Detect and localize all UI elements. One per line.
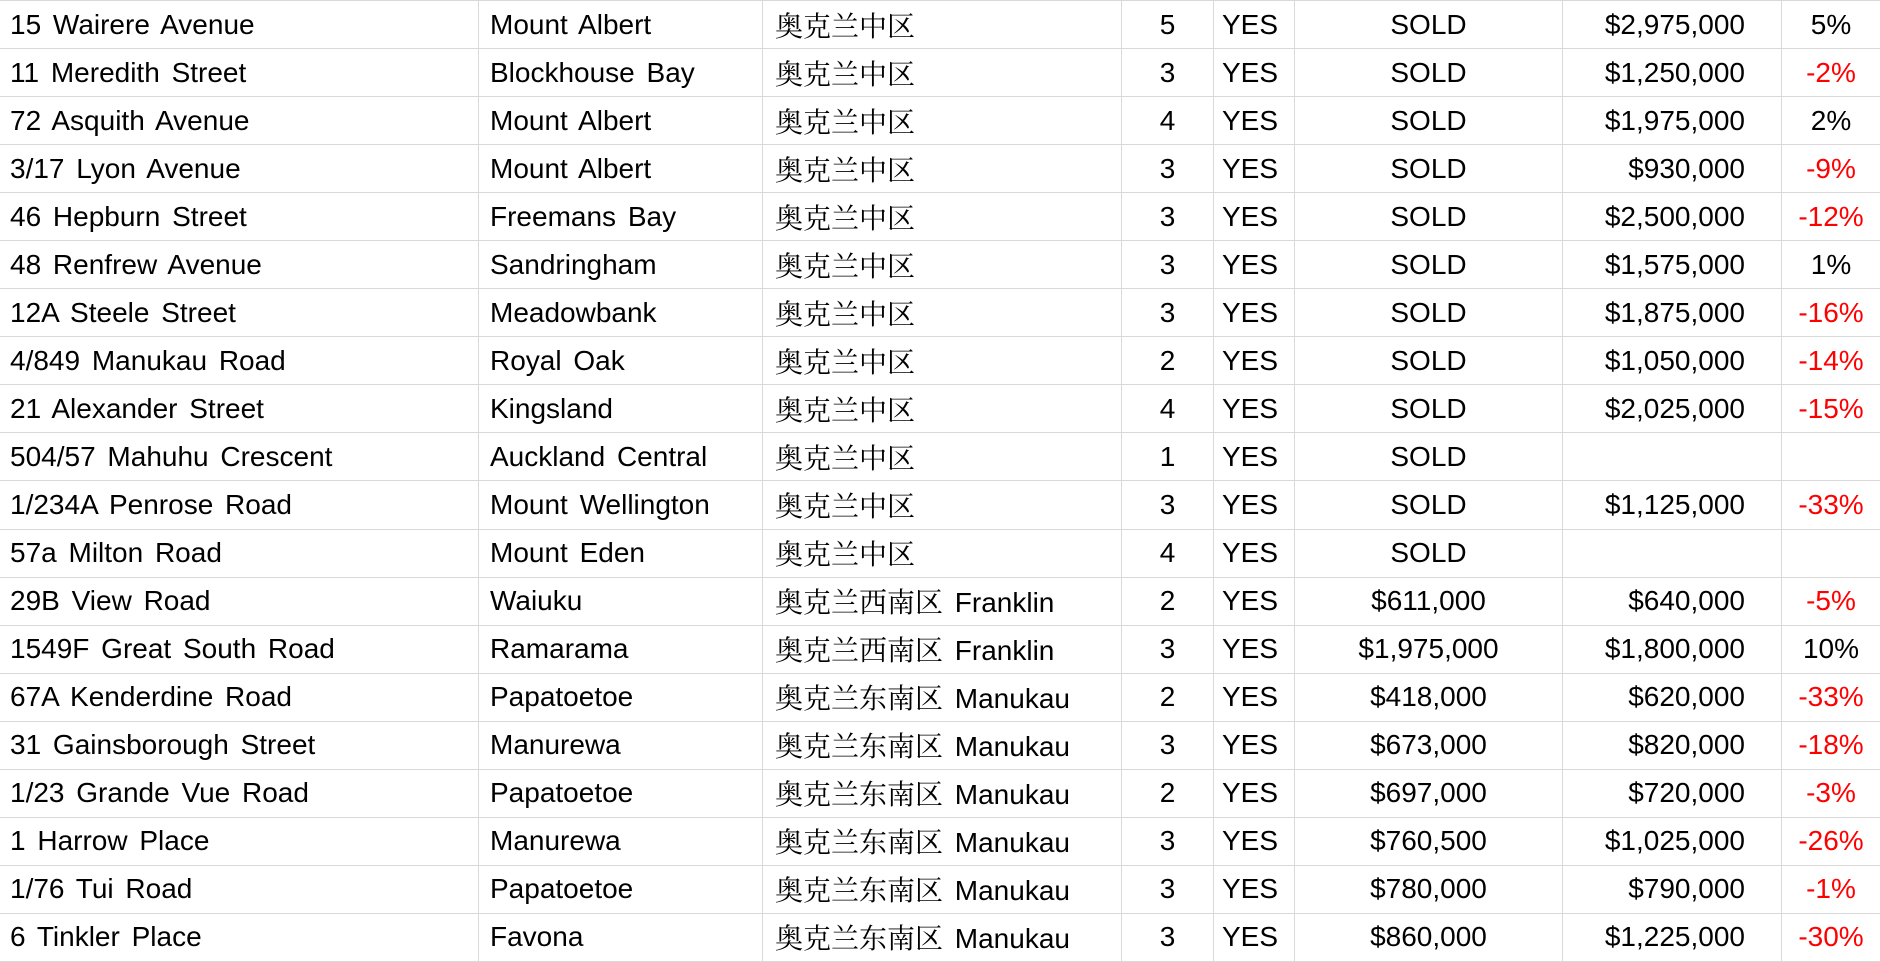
- cell-answer[interactable]: YES: [1214, 337, 1295, 384]
- cell-address[interactable]: 15 Wairere Avenue: [0, 1, 479, 48]
- cell-address[interactable]: 29B View Road: [0, 578, 479, 625]
- cell-change[interactable]: -9%: [1806, 152, 1856, 184]
- cell-change[interactable]: -12%: [1798, 200, 1864, 232]
- table-row: [0, 289, 1880, 337]
- cell-answer[interactable]: YES: [1214, 530, 1295, 577]
- cell-address[interactable]: 21 Alexander Street: [0, 385, 479, 432]
- cell-region[interactable]: 奥克兰东南区 Manukau: [763, 770, 1122, 817]
- cell-change[interactable]: -16%: [1798, 296, 1864, 328]
- cell-suburb[interactable]: Royal Oak: [479, 337, 763, 384]
- table-row: [0, 914, 1880, 962]
- cell-beds[interactable]: 2: [1122, 337, 1214, 384]
- table-row: [0, 626, 1880, 674]
- cell-suburb[interactable]: Papatoetoe: [479, 770, 763, 817]
- cell-answer[interactable]: YES: [1214, 674, 1295, 721]
- cell-price[interactable]: [1563, 433, 1782, 480]
- table-row: [0, 97, 1880, 145]
- cell-beds[interactable]: 5: [1122, 1, 1214, 48]
- cell-status[interactable]: SOLD: [1295, 530, 1563, 577]
- table-row: [0, 818, 1880, 866]
- cell-answer[interactable]: YES: [1214, 1, 1295, 48]
- cell-price[interactable]: $2,025,000: [1563, 385, 1782, 432]
- table-row: [0, 866, 1880, 914]
- cell-suburb[interactable]: Kingsland: [479, 385, 763, 432]
- cell-status[interactable]: SOLD: [1295, 49, 1563, 96]
- cell-price[interactable]: $820,000: [1563, 722, 1782, 769]
- cell-address[interactable]: 1 Harrow Place: [0, 818, 479, 865]
- cell-address[interactable]: 1/23 Grande Vue Road: [0, 770, 479, 817]
- cell-change[interactable]: [1782, 530, 1880, 577]
- cell-status[interactable]: $697,000: [1295, 770, 1563, 817]
- cell-price[interactable]: $790,000: [1563, 866, 1782, 913]
- cell-region[interactable]: 奥克兰东南区 Manukau: [763, 866, 1122, 913]
- cell-status[interactable]: SOLD: [1295, 337, 1563, 384]
- cell-answer[interactable]: YES: [1214, 481, 1295, 528]
- cell-region[interactable]: 奥克兰西南区 Franklin: [763, 626, 1122, 673]
- cell-beds[interactable]: 3: [1122, 818, 1214, 865]
- cell-status[interactable]: $760,500: [1295, 818, 1563, 865]
- cell-address[interactable]: 67A Kenderdine Road: [0, 674, 479, 721]
- cell-address[interactable]: 72 Asquith Avenue: [0, 97, 479, 144]
- cell-status[interactable]: SOLD: [1295, 385, 1563, 432]
- cell-answer[interactable]: YES: [1214, 722, 1295, 769]
- cell-status[interactable]: SOLD: [1295, 193, 1563, 240]
- table-row: [0, 578, 1880, 626]
- cell-status[interactable]: SOLD: [1295, 289, 1563, 336]
- cell-address[interactable]: 4/849 Manukau Road: [0, 337, 479, 384]
- cell-suburb[interactable]: Papatoetoe: [479, 674, 763, 721]
- cell-status[interactable]: $1,975,000: [1295, 626, 1563, 673]
- cell-beds[interactable]: 4: [1122, 385, 1214, 432]
- cell-change[interactable]: -5%: [1806, 585, 1856, 617]
- cell-suburb[interactable]: Sandringham: [479, 241, 763, 288]
- cell-beds[interactable]: 3: [1122, 626, 1214, 673]
- cell-status[interactable]: SOLD: [1295, 145, 1563, 192]
- cell-change[interactable]: 1%: [1810, 248, 1852, 280]
- cell-beds[interactable]: 3: [1122, 914, 1214, 961]
- cell-answer[interactable]: YES: [1214, 818, 1295, 865]
- cell-status[interactable]: $780,000: [1295, 866, 1563, 913]
- cell-suburb[interactable]: Mount Albert: [479, 97, 763, 144]
- cell-region[interactable]: 奥克兰中区: [763, 49, 1122, 96]
- cell-address[interactable]: 6 Tinkler Place: [0, 914, 479, 961]
- cell-beds[interactable]: 2: [1122, 674, 1214, 721]
- cell-price[interactable]: $1,575,000: [1563, 241, 1782, 288]
- table-row: [0, 193, 1880, 241]
- cell-region[interactable]: 奥克兰中区: [763, 385, 1122, 432]
- cell-answer[interactable]: YES: [1214, 578, 1295, 625]
- cell-beds[interactable]: 4: [1122, 97, 1214, 144]
- cell-answer[interactable]: YES: [1214, 433, 1295, 480]
- cell-region[interactable]: 奥克兰东南区 Manukau: [763, 914, 1122, 961]
- cell-region[interactable]: 奥克兰中区: [763, 145, 1122, 192]
- cell-price[interactable]: $1,125,000: [1563, 481, 1782, 528]
- cell-beds[interactable]: 3: [1122, 722, 1214, 769]
- cell-address[interactable]: 1/234A Penrose Road: [0, 481, 479, 528]
- cell-region[interactable]: 奥克兰中区: [763, 193, 1122, 240]
- cell-address[interactable]: 504/57 Mahuhu Crescent: [0, 433, 479, 480]
- cell-answer[interactable]: YES: [1214, 193, 1295, 240]
- cell-region[interactable]: 奥克兰中区: [763, 481, 1122, 528]
- cell-price[interactable]: $1,050,000: [1563, 337, 1782, 384]
- cell-price[interactable]: $1,225,000: [1563, 914, 1782, 961]
- cell-region[interactable]: 奥克兰西南区 Franklin: [763, 578, 1122, 625]
- cell-change[interactable]: -18%: [1798, 729, 1864, 761]
- cell-status[interactable]: SOLD: [1295, 241, 1563, 288]
- cell-price[interactable]: $1,800,000: [1563, 626, 1782, 673]
- cell-region[interactable]: 奥克兰中区: [763, 530, 1122, 577]
- cell-region[interactable]: 奥克兰中区: [763, 97, 1122, 144]
- table-row: [0, 49, 1880, 97]
- cell-address[interactable]: 12A Steele Street: [0, 289, 479, 336]
- cell-suburb[interactable]: Mount Wellington: [479, 481, 763, 528]
- cell-address[interactable]: 48 Renfrew Avenue: [0, 241, 479, 288]
- cell-suburb[interactable]: Ramarama: [479, 626, 763, 673]
- cell-status[interactable]: $673,000: [1295, 722, 1563, 769]
- cell-price[interactable]: $930,000: [1563, 145, 1782, 192]
- cell-beds[interactable]: 2: [1122, 770, 1214, 817]
- cell-beds[interactable]: 3: [1122, 289, 1214, 336]
- cell-region[interactable]: 奥克兰东南区 Manukau: [763, 722, 1122, 769]
- cell-price[interactable]: $720,000: [1563, 770, 1782, 817]
- cell-suburb[interactable]: Papatoetoe: [479, 866, 763, 913]
- cell-address[interactable]: 1/76 Tui Road: [0, 866, 479, 913]
- cell-region[interactable]: 奥克兰中区: [763, 241, 1122, 288]
- cell-price[interactable]: $620,000: [1563, 674, 1782, 721]
- cell-answer[interactable]: YES: [1214, 770, 1295, 817]
- cell-change[interactable]: -1%: [1806, 873, 1856, 905]
- cell-price[interactable]: $1,875,000: [1563, 289, 1782, 336]
- cell-suburb[interactable]: Waiuku: [479, 578, 763, 625]
- cell-suburb[interactable]: Meadowbank: [479, 289, 763, 336]
- cell-region[interactable]: 奥克兰中区: [763, 337, 1122, 384]
- cell-change[interactable]: -30%: [1798, 921, 1864, 953]
- cell-change[interactable]: -2%: [1806, 56, 1856, 88]
- cell-status[interactable]: $418,000: [1295, 674, 1563, 721]
- cell-status[interactable]: $611,000: [1295, 578, 1563, 625]
- cell-region[interactable]: 奥克兰中区: [763, 289, 1122, 336]
- cell-price[interactable]: $1,975,000: [1563, 97, 1782, 144]
- cell-change[interactable]: -3%: [1806, 777, 1856, 809]
- table-row: [0, 385, 1880, 433]
- cell-answer[interactable]: YES: [1214, 49, 1295, 96]
- cell-price[interactable]: $1,025,000: [1563, 818, 1782, 865]
- table-row: [0, 530, 1880, 578]
- cell-change[interactable]: 10%: [1802, 633, 1860, 665]
- cell-status[interactable]: SOLD: [1295, 1, 1563, 48]
- cell-suburb[interactable]: Blockhouse Bay: [479, 49, 763, 96]
- cell-beds[interactable]: 3: [1122, 241, 1214, 288]
- cell-answer[interactable]: YES: [1214, 145, 1295, 192]
- cell-change[interactable]: 2%: [1810, 104, 1852, 136]
- table-row: [0, 674, 1880, 722]
- cell-answer[interactable]: YES: [1214, 97, 1295, 144]
- cell-beds[interactable]: 3: [1122, 481, 1214, 528]
- cell-suburb[interactable]: Mount Eden: [479, 530, 763, 577]
- cell-address[interactable]: 57a Milton Road: [0, 530, 479, 577]
- cell-change[interactable]: -33%: [1798, 488, 1864, 520]
- cell-answer[interactable]: YES: [1214, 626, 1295, 673]
- cell-status[interactable]: SOLD: [1295, 97, 1563, 144]
- cell-address[interactable]: 46 Hepburn Street: [0, 193, 479, 240]
- table-row: [0, 770, 1880, 818]
- cell-suburb[interactable]: Manurewa: [479, 818, 763, 865]
- cell-price[interactable]: $1,250,000: [1563, 49, 1782, 96]
- table-row: [0, 145, 1880, 193]
- cell-address[interactable]: 31 Gainsborough Street: [0, 722, 479, 769]
- cell-address[interactable]: 3/17 Lyon Avenue: [0, 145, 479, 192]
- table-row: [0, 241, 1880, 289]
- cell-price[interactable]: $2,500,000: [1563, 193, 1782, 240]
- table-row: [0, 1, 1880, 49]
- cell-price[interactable]: $2,975,000: [1563, 1, 1782, 48]
- cell-region[interactable]: 奥克兰中区: [763, 1, 1122, 48]
- cell-suburb[interactable]: Favona: [479, 914, 763, 961]
- cell-beds[interactable]: 3: [1122, 866, 1214, 913]
- cell-status[interactable]: $860,000: [1295, 914, 1563, 961]
- cell-beds[interactable]: 4: [1122, 530, 1214, 577]
- cell-suburb[interactable]: Freemans Bay: [479, 193, 763, 240]
- cell-change[interactable]: 5%: [1810, 8, 1852, 40]
- table-row: [0, 433, 1880, 481]
- cell-status[interactable]: SOLD: [1295, 481, 1563, 528]
- cell-status[interactable]: SOLD: [1295, 433, 1563, 480]
- cell-change[interactable]: [1782, 433, 1880, 480]
- cell-answer[interactable]: YES: [1214, 866, 1295, 913]
- table-row: [0, 722, 1880, 770]
- cell-region[interactable]: 奥克兰东南区 Manukau: [763, 674, 1122, 721]
- cell-region[interactable]: 奥克兰中区: [763, 433, 1122, 480]
- cell-answer[interactable]: YES: [1214, 241, 1295, 288]
- cell-answer[interactable]: YES: [1214, 289, 1295, 336]
- cell-beds[interactable]: 3: [1122, 193, 1214, 240]
- cell-change[interactable]: -26%: [1798, 825, 1864, 857]
- cell-region[interactable]: 奥克兰东南区 Manukau: [763, 818, 1122, 865]
- cell-beds[interactable]: 1: [1122, 433, 1214, 480]
- cell-change[interactable]: -14%: [1798, 344, 1864, 376]
- table-row: [0, 481, 1880, 529]
- cell-price[interactable]: $640,000: [1563, 578, 1782, 625]
- cell-change[interactable]: -15%: [1798, 392, 1864, 424]
- cell-beds[interactable]: 2: [1122, 578, 1214, 625]
- cell-answer[interactable]: YES: [1214, 914, 1295, 961]
- table-row: [0, 337, 1880, 385]
- cell-address[interactable]: 1549F Great South Road: [0, 626, 479, 673]
- cell-price[interactable]: [1563, 530, 1782, 577]
- cell-beds[interactable]: 3: [1122, 145, 1214, 192]
- cell-answer[interactable]: YES: [1214, 385, 1295, 432]
- cell-suburb[interactable]: Auckland Central: [479, 433, 763, 480]
- cell-suburb[interactable]: Mount Albert: [479, 1, 763, 48]
- cell-suburb[interactable]: Mount Albert: [479, 145, 763, 192]
- cell-change[interactable]: -33%: [1798, 681, 1864, 713]
- cell-suburb[interactable]: Manurewa: [479, 722, 763, 769]
- cell-beds[interactable]: 3: [1122, 49, 1214, 96]
- cell-address[interactable]: 11 Meredith Street: [0, 49, 479, 96]
